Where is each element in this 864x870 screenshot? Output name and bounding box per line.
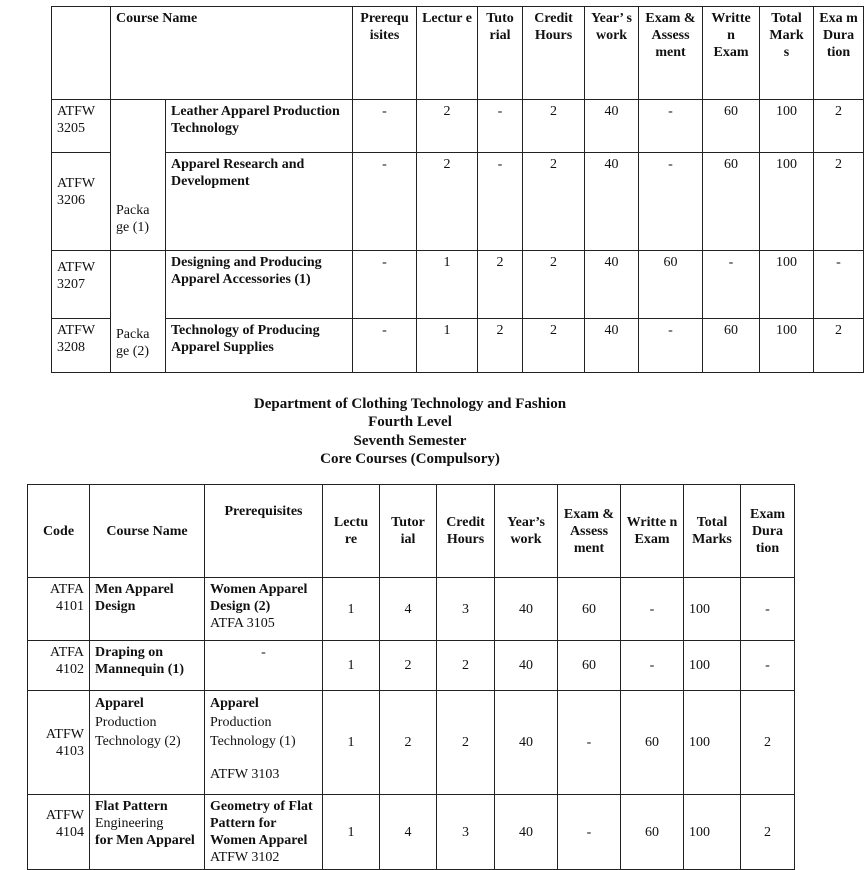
prerequisite-name: Geometry of Flat Pattern for Women Apparel — [210, 799, 313, 848]
written-exam-cell: - — [621, 578, 684, 641]
credit-cell: 2 — [437, 641, 495, 691]
course-name-bold: for Men Apparel — [95, 833, 195, 848]
total-marks-cell: 100 — [684, 795, 741, 870]
course-name: Apparel Research and Development — [166, 153, 353, 251]
years-work-cell: 40 — [495, 578, 558, 641]
lecture-cell: 1 — [323, 691, 380, 795]
course-name: Draping on Mannequin (1) — [90, 641, 205, 691]
years-work-header: Year’s work — [495, 485, 558, 578]
exam-assessment-cell: 60 — [558, 641, 621, 691]
total-marks-cell: 100 — [760, 251, 814, 319]
prerequisite-code: ATFA 3105 — [210, 616, 275, 631]
total-marks-cell: 100 — [684, 641, 741, 691]
tutorial-cell: 2 — [478, 251, 523, 319]
course-name-header: Course Name — [111, 7, 353, 100]
tutorial-header: Tutor ial — [380, 485, 437, 578]
code-header: Code — [28, 485, 90, 578]
course-name-header: Course Name — [90, 485, 205, 578]
years-work-cell: 40 — [585, 251, 639, 319]
course-name-rest: Engineering — [95, 816, 164, 831]
tutorial-cell: - — [478, 153, 523, 251]
years-work-cell: 40 — [495, 641, 558, 691]
tutorial-cell: 4 — [380, 578, 437, 641]
exam-assessment-header: Exam & Assess ment — [639, 7, 703, 100]
prerequisite-name-bold: Apparel — [210, 696, 259, 711]
course-name: Men Apparel Design — [90, 578, 205, 641]
exam-duration-header: Exa m Dura tion — [814, 7, 864, 100]
written-exam-cell: - — [703, 251, 760, 319]
course-name: Designing and Producing Apparel Accessories (1) — [166, 251, 353, 319]
prerequisites-cell: - — [353, 153, 417, 251]
exam-assessment-cell: 60 — [558, 578, 621, 641]
table-row — [28, 641, 795, 691]
exam-duration-cell: 2 — [814, 100, 864, 153]
credit-cell: 2 — [523, 100, 585, 153]
tutorial-cell: 2 — [478, 319, 523, 373]
package-label: Packa ge (2) — [111, 251, 166, 373]
written-exam-cell: - — [621, 641, 684, 691]
exam-duration-cell: 2 — [814, 153, 864, 251]
exam-duration-cell: - — [741, 578, 795, 641]
written-exam-header: Writte n Exam — [703, 7, 760, 100]
exam-duration-cell: - — [741, 641, 795, 691]
written-exam-cell: 60 — [621, 691, 684, 795]
table-row — [28, 795, 795, 870]
prerequisites-header: Prerequisites — [205, 485, 323, 578]
course-name — [90, 795, 205, 870]
tutorial-cell: 4 — [380, 795, 437, 870]
lecture-cell: 1 — [323, 795, 380, 870]
prerequisite-name: Women Apparel Design (2) — [210, 582, 308, 614]
exam-assessment-header: Exam & Assess ment — [558, 485, 621, 578]
table-row — [52, 100, 864, 153]
package-label: Packa ge (1) — [111, 100, 166, 251]
course-name: Technology of Producing Apparel Supplies — [166, 319, 353, 373]
prerequisite-code: ATFW 3102 — [210, 850, 280, 865]
course-name — [90, 691, 205, 795]
table-header-row — [28, 485, 795, 578]
tutorial-cell: 2 — [380, 691, 437, 795]
tutorial-cell: 2 — [380, 641, 437, 691]
total-marks-header: Total Marks — [684, 485, 741, 578]
prerequisite-code: ATFW 3103 — [210, 767, 280, 782]
code-header — [52, 7, 111, 100]
exam-assessment-cell: - — [558, 795, 621, 870]
written-exam-cell: 60 — [703, 100, 760, 153]
table-row — [28, 578, 795, 641]
total-marks-cell: 100 — [760, 153, 814, 251]
course-code: ATFW 3205 — [52, 100, 111, 153]
credit-cell: 2 — [523, 251, 585, 319]
prerequisites-cell — [205, 578, 323, 641]
years-work-cell: 40 — [585, 100, 639, 153]
credit-cell: 2 — [523, 319, 585, 373]
exam-duration-cell: - — [814, 251, 864, 319]
total-marks-cell: 100 — [760, 100, 814, 153]
course-name: Leather Apparel Production Technology — [166, 100, 353, 153]
tutorial-header: Tuto rial — [478, 7, 523, 100]
years-work-header: Year’ s work — [585, 7, 639, 100]
course-code: ATFW 3207 — [52, 251, 111, 319]
table-row — [28, 691, 795, 795]
credit-hours-header: Credit Hours — [437, 485, 495, 578]
exam-assessment-cell: 60 — [639, 251, 703, 319]
course-name-rest: Production Technology (2) — [95, 715, 181, 749]
lecture-header: Lectur e — [417, 7, 478, 100]
prerequisites-header: Prerequ isites — [353, 7, 417, 100]
prerequisites-cell: - — [353, 251, 417, 319]
prerequisites-cell — [205, 795, 323, 870]
prerequisites-cell: - — [353, 100, 417, 153]
exam-duration-cell: 2 — [814, 319, 864, 373]
written-exam-cell: 60 — [703, 319, 760, 373]
course-code: ATFW 4104 — [28, 795, 90, 870]
exam-duration-cell: 2 — [741, 691, 795, 795]
credit-cell: 3 — [437, 795, 495, 870]
core-courses-table — [27, 484, 795, 870]
total-marks-header: Total Mark s — [760, 7, 814, 100]
years-work-cell: 40 — [495, 795, 558, 870]
exam-assessment-cell: - — [639, 153, 703, 251]
level-heading: Fourth Level — [368, 414, 452, 430]
tutorial-cell: - — [478, 100, 523, 153]
total-marks-cell: 100 — [684, 691, 741, 795]
credit-cell: 2 — [523, 153, 585, 251]
lecture-header: Lectu re — [323, 485, 380, 578]
total-marks-cell: 100 — [684, 578, 741, 641]
table-row — [52, 153, 864, 251]
lecture-cell: 2 — [417, 100, 478, 153]
table-row — [52, 319, 864, 373]
years-work-cell: 40 — [495, 691, 558, 795]
written-exam-cell: 60 — [621, 795, 684, 870]
lecture-cell: 1 — [323, 641, 380, 691]
prerequisites-cell: - — [205, 641, 323, 691]
course-code: ATFW 3206 — [52, 153, 111, 251]
department-heading: Department of Clothing Technology and Fashion — [253, 396, 567, 412]
credit-hours-header: Credit Hours — [523, 7, 585, 100]
credit-cell: 2 — [437, 691, 495, 795]
category-heading: Core Courses (Compulsory) — [320, 451, 500, 467]
exam-assessment-cell: - — [639, 319, 703, 373]
course-name-bold: Apparel — [95, 696, 144, 711]
lecture-cell: 1 — [417, 319, 478, 373]
prerequisites-cell: - — [353, 319, 417, 373]
total-marks-cell: 100 — [760, 319, 814, 373]
exam-duration-cell: 2 — [741, 795, 795, 870]
exam-assessment-cell: - — [558, 691, 621, 795]
course-code: ATFW 3208 — [52, 319, 111, 373]
prerequisites-cell — [205, 691, 323, 795]
years-work-cell: 40 — [585, 319, 639, 373]
lecture-cell: 1 — [323, 578, 380, 641]
course-code: ATFA 4101 — [28, 578, 90, 641]
lecture-cell: 2 — [417, 153, 478, 251]
course-code: ATFW 4103 — [28, 691, 90, 795]
semester-heading: Seventh Semester — [353, 433, 467, 449]
written-exam-header: Writte n Exam — [621, 485, 684, 578]
package-courses-table — [51, 6, 864, 373]
written-exam-cell: 60 — [703, 153, 760, 251]
credit-cell: 3 — [437, 578, 495, 641]
table-header-row — [52, 7, 864, 100]
exam-duration-header: Exam Dura tion — [741, 485, 795, 578]
prerequisite-name-rest: Production Technology (1) — [210, 715, 296, 749]
exam-assessment-cell: - — [639, 100, 703, 153]
years-work-cell: 40 — [585, 153, 639, 251]
table-row — [52, 251, 864, 319]
lecture-cell: 1 — [417, 251, 478, 319]
course-name-bold: Flat Pattern — [95, 799, 168, 814]
course-code: ATFA 4102 — [28, 641, 90, 691]
